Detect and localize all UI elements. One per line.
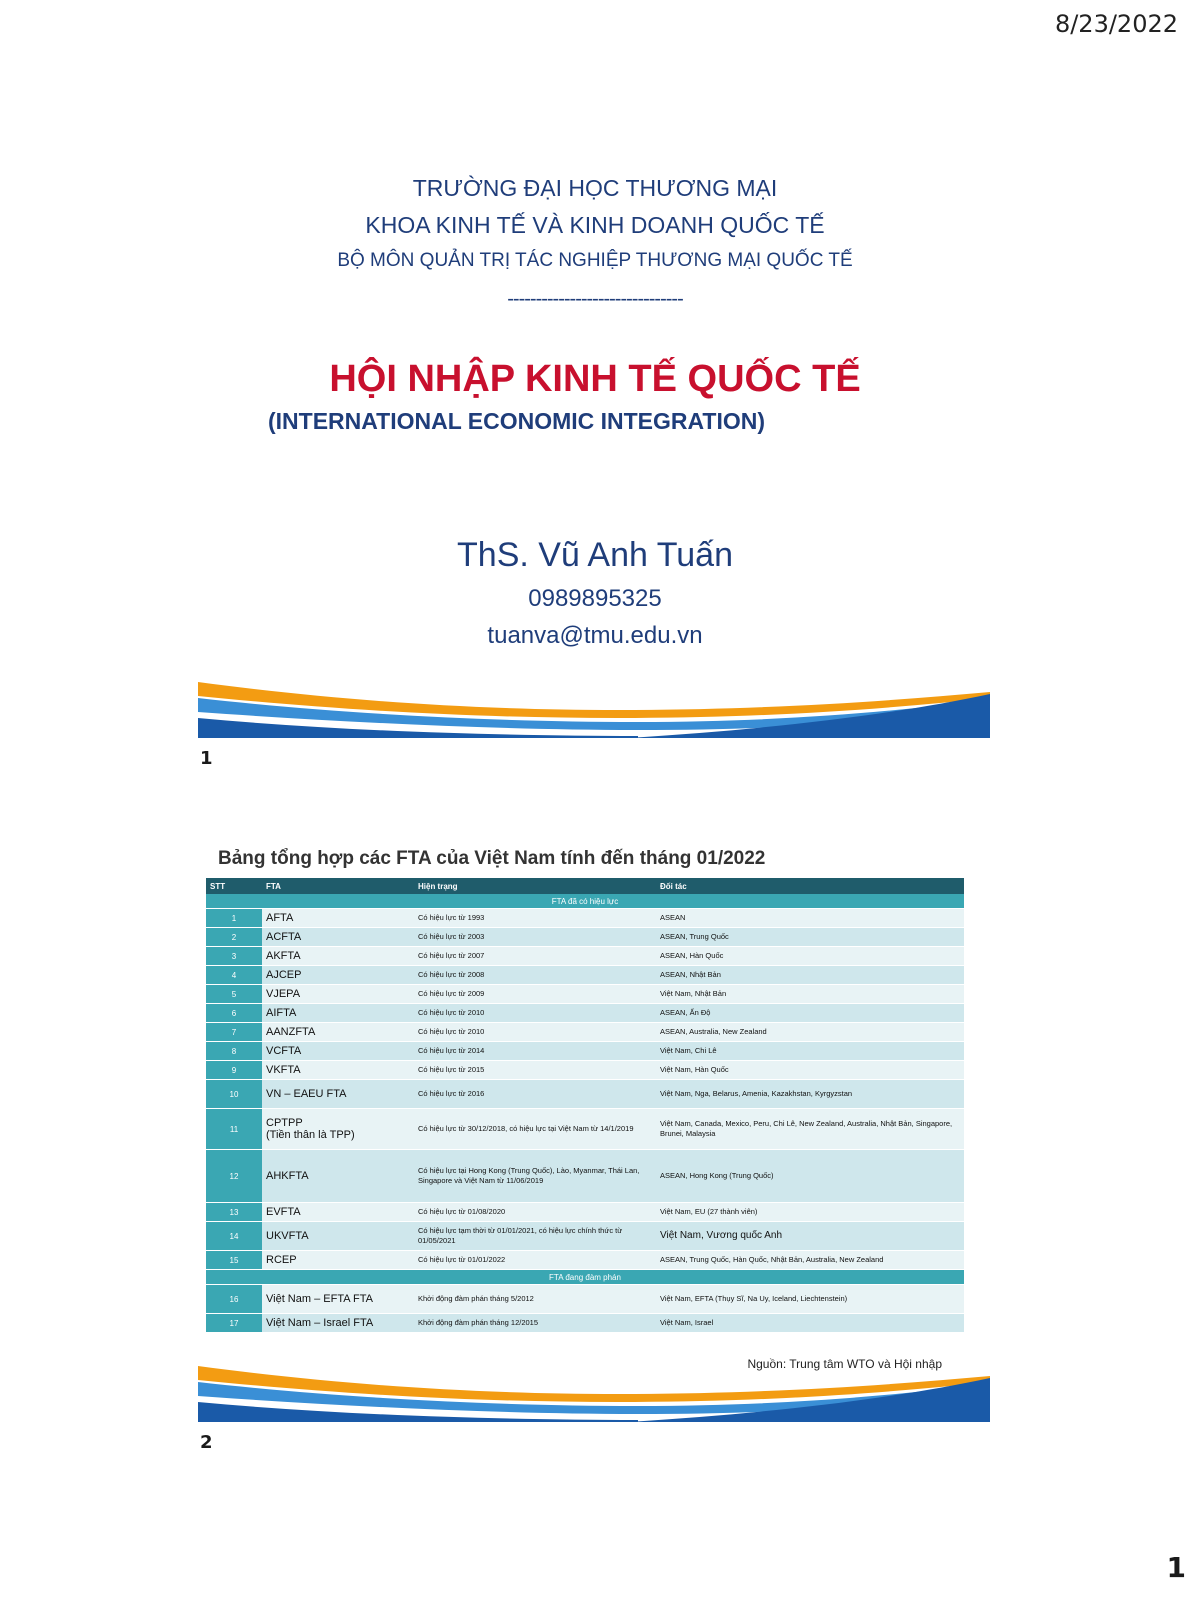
fta-status: Có hiệu lực từ 2009 — [414, 985, 656, 1004]
fta-status: Có hiệu lực từ 01/01/2022 — [414, 1251, 656, 1270]
fta-partner: Việt Nam, Nga, Belarus, Amenia, Kazakhstan, Kyrgyzstan — [656, 1080, 964, 1109]
row-number: 9 — [206, 1061, 262, 1080]
author-email: tuanva@tmu.edu.vn — [487, 622, 703, 649]
fta-status: Khởi động đàm phán tháng 12/2015 — [414, 1314, 656, 1333]
table-source: Nguồn: Trung tâm WTO và Hội nhập — [747, 1357, 942, 1371]
fta-partner: Việt Nam, Israel — [656, 1314, 964, 1333]
fta-name: UKVFTA — [262, 1222, 414, 1251]
table-row — [206, 1203, 964, 1222]
faculty-name: KHOA KINH TẾ VÀ KINH DOANH QUỐC TẾ — [365, 212, 825, 238]
row-number: 11 — [206, 1109, 262, 1150]
fta-partner: ASEAN, Hong Kong (Trung Quốc) — [656, 1150, 964, 1203]
fta-name: AKFTA — [262, 947, 414, 966]
row-number: 4 — [206, 966, 262, 985]
column-header: Hiện trạng — [414, 878, 656, 894]
print-date: 8/23/2022 — [1054, 10, 1178, 38]
decorative-swoosh — [198, 676, 990, 738]
slide-title: HỘI NHẬP KINH TẾ QUỐC TẾ — [329, 358, 861, 400]
table-row — [206, 1080, 964, 1109]
fta-status: Khởi động đàm phán tháng 5/2012 — [414, 1285, 656, 1314]
fta-name: AANZFTA — [262, 1023, 414, 1042]
row-number: 1 — [206, 909, 262, 928]
fta-name: AHKFTA — [262, 1150, 414, 1203]
fta-name: AIFTA — [262, 1004, 414, 1023]
separator-line: ------------------------------- — [507, 288, 683, 310]
table-header-row — [206, 878, 964, 894]
fta-name: Việt Nam – Israel FTA — [262, 1314, 414, 1333]
table-row — [206, 1251, 964, 1270]
group-row-negotiating — [206, 1270, 964, 1285]
row-number: 16 — [206, 1285, 262, 1314]
department-name: BỘ MÔN QUẢN TRỊ TÁC NGHIỆP THƯƠNG MẠI QUỐC TẾ — [337, 250, 853, 271]
table-row — [206, 1061, 964, 1080]
author-name: ThS. Vũ Anh Tuấn — [457, 536, 733, 574]
fta-name: Việt Nam – EFTA FTA — [262, 1285, 414, 1314]
fta-partner: Việt Nam, EU (27 thành viên) — [656, 1203, 964, 1222]
table-row — [206, 966, 964, 985]
fta-name: VN – EAEU FTA — [262, 1080, 414, 1109]
fta-status: Có hiệu lực tại Hong Kong (Trung Quốc), Lào, Myanmar, Thái Lan, Singapore và Việt Nam từ 11/06/2019 — [414, 1150, 656, 1203]
fta-name: AFTA — [262, 909, 414, 928]
table-row — [206, 1150, 964, 1203]
table-row — [206, 985, 964, 1004]
fta-name — [262, 1109, 414, 1150]
group-label: FTA đang đàm phán — [206, 1270, 964, 1285]
row-number: 7 — [206, 1023, 262, 1042]
table-row — [206, 1222, 964, 1251]
slide-subtitle: (INTERNATIONAL ECONOMIC INTEGRATION) — [268, 408, 766, 434]
fta-partner: Việt Nam, EFTA (Thụy Sĩ, Na Uy, Iceland, Liechtenstein) — [656, 1285, 964, 1314]
table-row — [206, 1004, 964, 1023]
table-row — [206, 1023, 964, 1042]
row-number: 5 — [206, 985, 262, 1004]
row-number: 10 — [206, 1080, 262, 1109]
row-number: 14 — [206, 1222, 262, 1251]
row-number: 17 — [206, 1314, 262, 1333]
fta-name: RCEP — [262, 1251, 414, 1270]
fta-name: VCFTA — [262, 1042, 414, 1061]
fta-status: Có hiệu lực từ 1993 — [414, 909, 656, 928]
fta-status: Có hiệu lực từ 2016 — [414, 1080, 656, 1109]
table-row — [206, 1042, 964, 1061]
fta-partner: ASEAN, Trung Quốc — [656, 928, 964, 947]
row-number: 13 — [206, 1203, 262, 1222]
fta-name: ACFTA — [262, 928, 414, 947]
fta-partner: Việt Nam, Chi Lê — [656, 1042, 964, 1061]
row-number: 12 — [206, 1150, 262, 1203]
column-header: Đối tác — [656, 878, 964, 894]
fta-status: Có hiệu lực từ 01/08/2020 — [414, 1203, 656, 1222]
row-number: 8 — [206, 1042, 262, 1061]
author-phone: 0989895325 — [528, 585, 662, 612]
fta-table — [206, 878, 964, 1333]
row-number: 6 — [206, 1004, 262, 1023]
fta-status: Có hiệu lực từ 2008 — [414, 966, 656, 985]
fta-partner: ASEAN, Hàn Quốc — [656, 947, 964, 966]
fta-name: EVFTA — [262, 1203, 414, 1222]
fta-status: Có hiệu lực từ 2010 — [414, 1023, 656, 1042]
fta-status: Có hiệu lực từ 30/12/2018, có hiệu lực tại Việt Nam từ 14/1/2019 — [414, 1109, 656, 1150]
group-label: FTA đã có hiệu lực — [206, 894, 964, 909]
fta-partner: Việt Nam, Hàn Quốc — [656, 1061, 964, 1080]
fta-name: VJEPA — [262, 985, 414, 1004]
table-row — [206, 928, 964, 947]
fta-status: Có hiệu lực tạm thời từ 01/01/2021, có hiệu lực chính thức từ 01/05/2021 — [414, 1222, 656, 1251]
row-number: 2 — [206, 928, 262, 947]
group-row-effective — [206, 894, 964, 909]
fta-partner: Việt Nam, Nhật Bản — [656, 985, 964, 1004]
fta-status: Có hiệu lực từ 2007 — [414, 947, 656, 966]
fta-partner: ASEAN, Ấn Độ — [656, 1004, 964, 1023]
slide-number: 1 — [200, 748, 213, 769]
column-header: STT — [206, 878, 262, 894]
table-title: Bảng tổng hợp các FTA của Việt Nam tính đến tháng 01/2022 — [218, 848, 766, 869]
fta-partner: ASEAN, Trung Quốc, Hàn Quốc, Nhật Bản, Australia, New Zealand — [656, 1251, 964, 1270]
fta-partner: Việt Nam, Vương quốc Anh — [656, 1222, 964, 1251]
fta-partner: ASEAN, Australia, New Zealand — [656, 1023, 964, 1042]
fta-name-line: CPTPP — [266, 1117, 303, 1129]
table-row — [206, 909, 964, 928]
fta-status: Có hiệu lực từ 2010 — [414, 1004, 656, 1023]
fta-name-note: (Tiền thân là TPP) — [266, 1129, 355, 1141]
fta-status: Có hiệu lực từ 2015 — [414, 1061, 656, 1080]
row-number: 15 — [206, 1251, 262, 1270]
table-row — [206, 947, 964, 966]
page-number: 1 — [1166, 1551, 1186, 1584]
fta-partner: ASEAN, Nhật Bản — [656, 966, 964, 985]
fta-status: Có hiệu lực từ 2003 — [414, 928, 656, 947]
table-row — [206, 1109, 964, 1150]
slide-number: 2 — [200, 1432, 213, 1453]
decorative-swoosh — [198, 1360, 990, 1422]
fta-partner: ASEAN — [656, 909, 964, 928]
table-row — [206, 1285, 964, 1314]
university-name: TRƯỜNG ĐẠI HỌC THƯƠNG MẠI — [412, 175, 778, 201]
fta-status: Có hiệu lực từ 2014 — [414, 1042, 656, 1061]
row-number: 3 — [206, 947, 262, 966]
column-header: FTA — [262, 878, 414, 894]
fta-name: AJCEP — [262, 966, 414, 985]
fta-partner: Việt Nam, Canada, Mexico, Peru, Chi Lê, New Zealand, Australia, Nhật Bản, Singapore, Brunei, Malaysia — [656, 1109, 964, 1150]
fta-name: VKFTA — [262, 1061, 414, 1080]
table-row — [206, 1314, 964, 1333]
